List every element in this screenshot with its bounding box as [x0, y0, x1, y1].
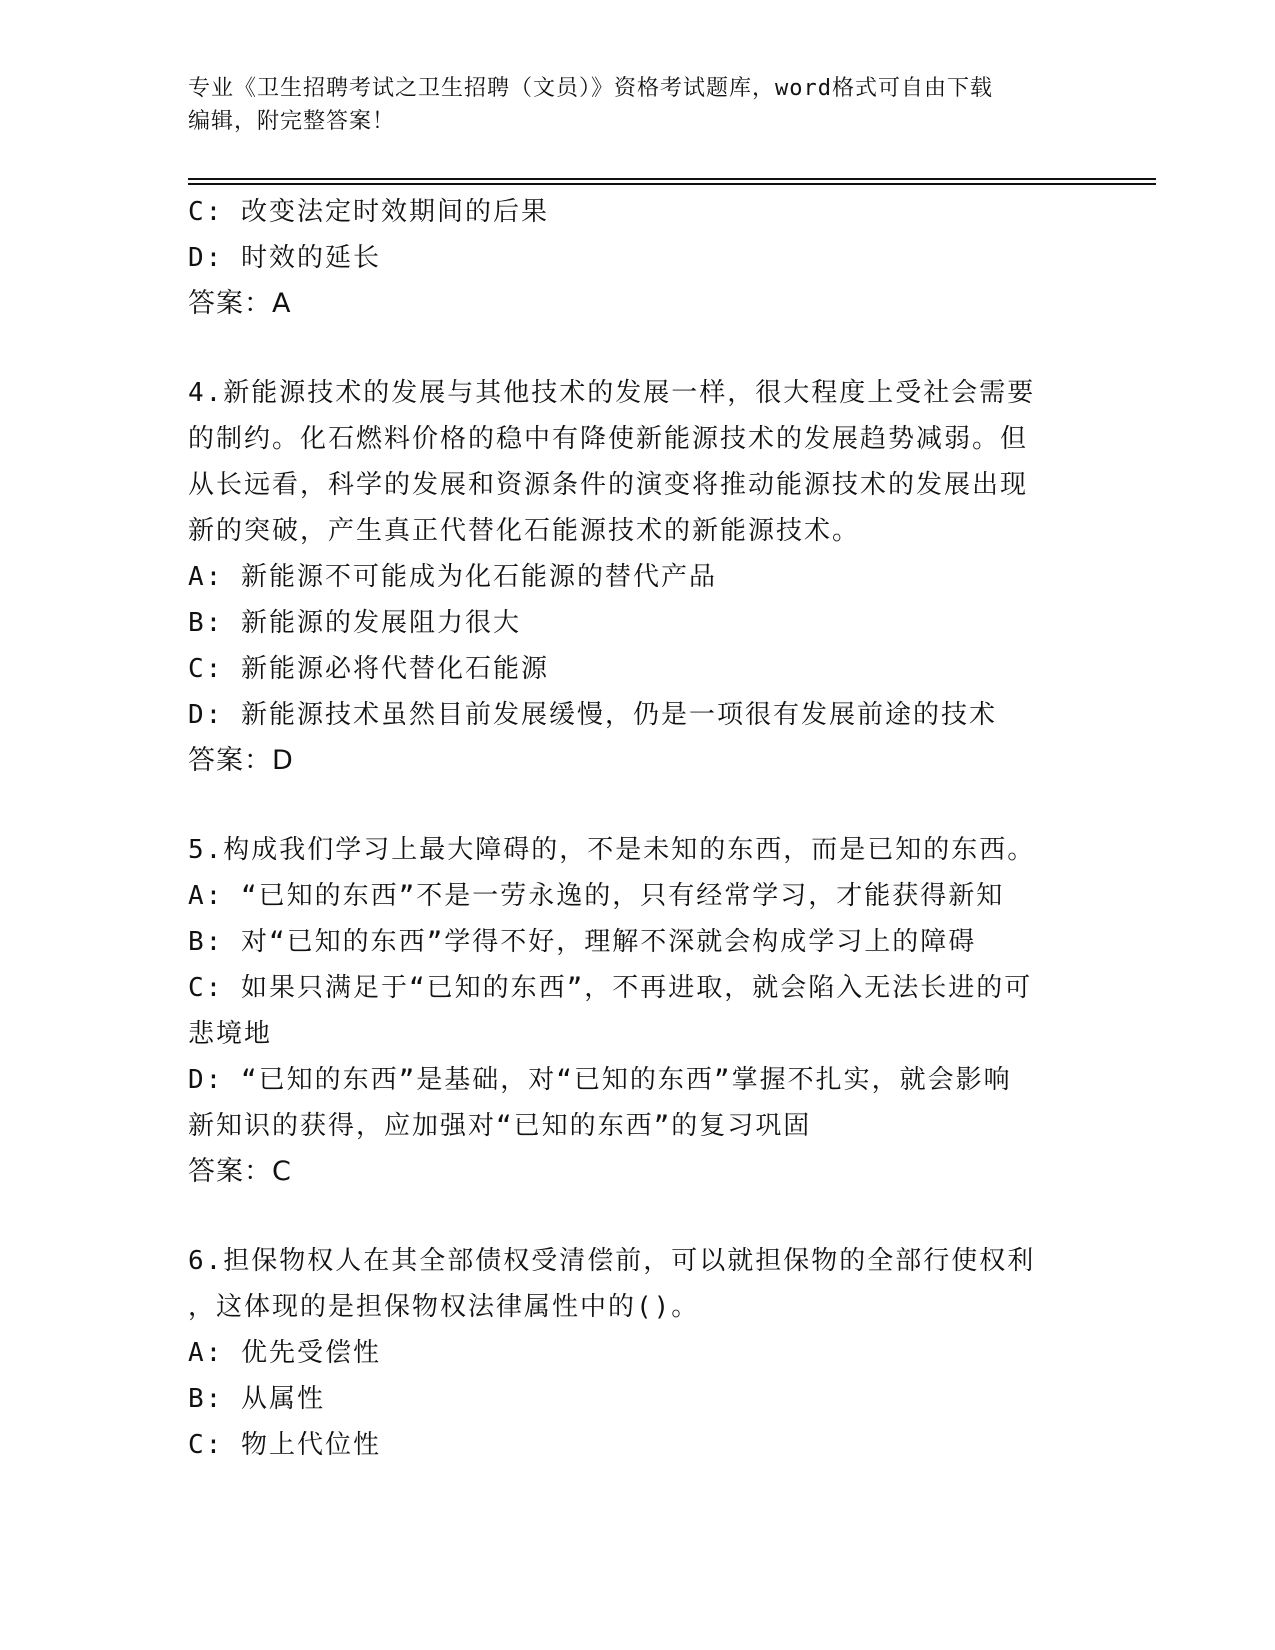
- q4-stem-line-4: 新的突破，产生真正代替化石能源技术的新能源技术。: [188, 516, 861, 546]
- q5-option-d-line-1: D: “已知的东西”是基础，对“已知的东西”掌握不扎实，就会影响: [188, 1065, 1012, 1095]
- document-header: [188, 72, 1068, 138]
- q6-stem-line-1: 6.担保物权人在其全部债权受清偿前，可以就担保物的全部行使权利: [188, 1246, 1036, 1276]
- q6-option-c: C: 物上代位性: [188, 1430, 381, 1460]
- q6-option-a: A: 优先受偿性: [188, 1338, 381, 1368]
- q6-stem-line-2: ，这体现的是担保物权法律属性中的()。: [188, 1292, 700, 1322]
- q5-option-a: A: “已知的东西”不是一劳永逸的，只有经常学习，才能获得新知: [188, 881, 1005, 911]
- q5-option-c-line-2: 悲境地: [188, 1019, 273, 1049]
- header-line-2: 编辑，附完整答案！: [188, 109, 396, 134]
- q5-option-d-line-2: 新知识的获得，应加强对“已知的东西”的复习巩固: [188, 1111, 812, 1141]
- question-gap: [188, 784, 1088, 827]
- q5-option-b: B: 对“已知的东西”学得不好，理解不深就会构成学习上的障碍: [188, 927, 977, 957]
- q4-stem-line-2: 的制约。化石燃料价格的稳中有降使新能源技术的发展趋势减弱。但: [188, 424, 1029, 454]
- header-rule-top: [188, 178, 1156, 180]
- q3-option-c: C: 改变法定时效期间的后果: [188, 197, 549, 227]
- q4-answer: 答案：D: [188, 745, 294, 776]
- q3-answer: 答案：A: [188, 288, 292, 319]
- header-line-1: 专业《卫生招聘考试之卫生招聘（文员）》资格考试题库，word格式可自由下载: [188, 76, 993, 101]
- header-rule-bottom: [188, 183, 1156, 185]
- q4-option-d: D: 新能源技术虽然目前发展缓慢，仍是一项很有发展前途的技术: [188, 700, 997, 730]
- q5-option-c-line-1: C: 如果只满足于“已知的东西”，不再进取，就会陷入无法长进的可: [188, 973, 1033, 1003]
- question-content: [188, 189, 1088, 1468]
- q4-option-b: B: 新能源的发展阻力很大: [188, 608, 521, 638]
- q5-answer: 答案：C: [188, 1156, 292, 1187]
- q6-option-b: B: 从属性: [188, 1384, 325, 1414]
- q4-stem-line-3: 从长远看，科学的发展和资源条件的演变将推动能源技术的发展出现: [188, 470, 1029, 500]
- q4-option-c: C: 新能源必将代替化石能源: [188, 654, 549, 684]
- q4-stem-line-1: 4.新能源技术的发展与其他技术的发展一样，很大程度上受社会需要: [188, 378, 1036, 408]
- question-gap: [188, 327, 1088, 370]
- question-gap: [188, 1195, 1088, 1238]
- q3-option-d: D: 时效的延长: [188, 243, 381, 273]
- q5-stem: 5.构成我们学习上最大障碍的，不是未知的东西，而是已知的东西。: [188, 835, 1036, 865]
- q4-option-a: A: 新能源不可能成为化石能源的替代产品: [188, 562, 717, 592]
